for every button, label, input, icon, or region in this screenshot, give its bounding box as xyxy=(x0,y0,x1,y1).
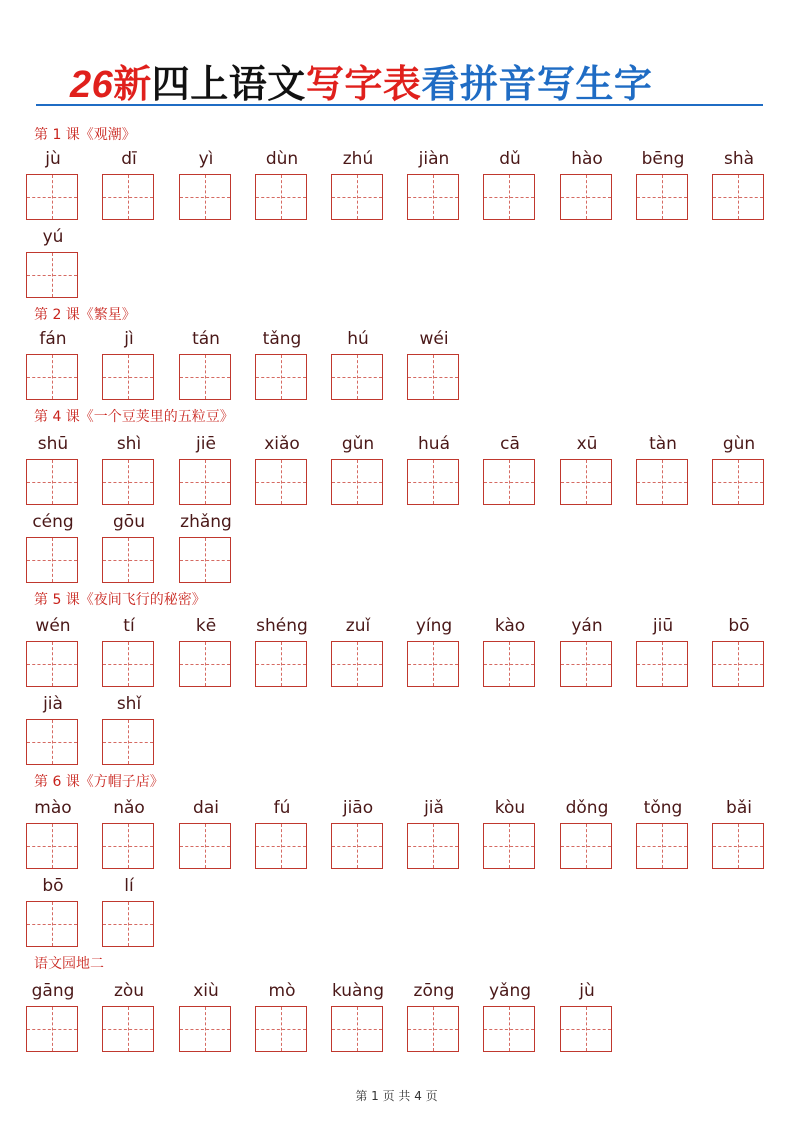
guide-line-horizontal xyxy=(103,664,153,665)
writing-box[interactable] xyxy=(407,823,459,869)
title-part: 新 xyxy=(113,61,152,106)
guide-line-horizontal xyxy=(256,1029,306,1030)
guide-line-horizontal xyxy=(484,197,534,198)
pinyin-label: tǎng xyxy=(262,329,302,349)
guide-line-horizontal xyxy=(332,1029,382,1030)
guide-line-horizontal xyxy=(180,197,230,198)
pinyin-label: kào xyxy=(494,616,526,636)
guide-line-horizontal xyxy=(27,197,77,198)
writing-box[interactable] xyxy=(483,459,535,505)
pinyin-label: yú xyxy=(42,227,64,247)
writing-box[interactable] xyxy=(331,459,383,505)
guide-line-horizontal xyxy=(180,377,230,378)
pinyin-label: shǐ xyxy=(116,694,142,714)
writing-box[interactable] xyxy=(26,459,78,505)
pinyin-label: jiǎ xyxy=(424,798,444,818)
pinyin-label: shéng xyxy=(256,616,308,636)
pinyin-label: zōng xyxy=(413,981,455,1001)
pinyin-label: gùn xyxy=(722,434,756,454)
guide-line-horizontal xyxy=(180,846,230,847)
writing-box[interactable] xyxy=(102,901,154,947)
pinyin-label: tí xyxy=(123,616,135,636)
writing-box[interactable] xyxy=(102,354,154,400)
guide-line-horizontal xyxy=(27,846,77,847)
pinyin-label: dī xyxy=(121,149,137,169)
pinyin-label: yǎng xyxy=(488,981,532,1001)
lesson-title: 第 6 课《方帽子店》 xyxy=(34,774,164,790)
title-part: 写字表 xyxy=(305,61,422,106)
pinyin-label: jiàn xyxy=(418,149,450,169)
writing-box[interactable] xyxy=(102,1006,154,1052)
lesson-title: 第 1 课《观潮》 xyxy=(34,127,136,143)
guide-line-horizontal xyxy=(180,482,230,483)
title-part: 看拼音写生字 xyxy=(421,61,653,106)
pinyin-label: céng xyxy=(32,512,74,532)
guide-line-horizontal xyxy=(332,377,382,378)
pinyin-label: zòu xyxy=(113,981,145,1001)
guide-line-horizontal xyxy=(561,1029,611,1030)
title-underline xyxy=(36,104,763,106)
pinyin-label: yì xyxy=(198,149,214,169)
writing-box[interactable] xyxy=(26,719,78,765)
guide-line-horizontal xyxy=(180,664,230,665)
guide-line-horizontal xyxy=(103,197,153,198)
pinyin-label: dǒng xyxy=(565,798,609,818)
guide-line-horizontal xyxy=(637,846,687,847)
guide-line-horizontal xyxy=(408,664,458,665)
lesson-title: 第 5 课《夜间飞行的秘密》 xyxy=(34,592,206,608)
writing-box[interactable] xyxy=(636,174,688,220)
pinyin-label: zhǎng xyxy=(180,512,232,532)
writing-box[interactable] xyxy=(179,459,231,505)
writing-box[interactable] xyxy=(26,901,78,947)
guide-line-horizontal xyxy=(180,1029,230,1030)
pinyin-label: kòu xyxy=(494,798,526,818)
pinyin-label: tàn xyxy=(649,434,677,454)
pinyin-label: gǔn xyxy=(341,434,375,454)
writing-box[interactable] xyxy=(407,459,459,505)
pinyin-label: yíng xyxy=(415,616,453,636)
guide-line-horizontal xyxy=(713,197,763,198)
guide-line-horizontal xyxy=(103,560,153,561)
guide-line-horizontal xyxy=(561,482,611,483)
pinyin-label: wéi xyxy=(419,329,449,349)
writing-box[interactable] xyxy=(255,459,307,505)
writing-box[interactable] xyxy=(636,459,688,505)
pinyin-label: tán xyxy=(192,329,220,349)
writing-box[interactable] xyxy=(483,641,535,687)
writing-box[interactable] xyxy=(26,641,78,687)
page-footer: 第 1 页 共 4 页 xyxy=(355,1089,438,1103)
writing-box[interactable] xyxy=(102,537,154,583)
guide-line-horizontal xyxy=(103,482,153,483)
writing-box[interactable] xyxy=(407,354,459,400)
writing-box[interactable] xyxy=(179,823,231,869)
pinyin-label: dai xyxy=(193,798,219,818)
writing-box[interactable] xyxy=(560,174,612,220)
writing-box[interactable] xyxy=(712,641,764,687)
writing-box[interactable] xyxy=(26,252,78,298)
guide-line-horizontal xyxy=(408,197,458,198)
writing-box[interactable] xyxy=(26,174,78,220)
writing-box[interactable] xyxy=(483,174,535,220)
pinyin-label: nǎo xyxy=(113,798,145,818)
pinyin-label: gāng xyxy=(31,981,75,1001)
pinyin-label: bō xyxy=(728,616,750,636)
guide-line-horizontal xyxy=(561,664,611,665)
guide-line-horizontal xyxy=(637,664,687,665)
guide-line-horizontal xyxy=(27,1029,77,1030)
lesson-title: 语文园地二 xyxy=(34,956,104,972)
writing-box[interactable] xyxy=(255,354,307,400)
writing-box[interactable] xyxy=(712,459,764,505)
lesson-title: 第 4 课《一个豆荚里的五粒豆》 xyxy=(34,409,234,425)
pinyin-label: jiū xyxy=(652,616,674,636)
pinyin-label: cā xyxy=(500,434,520,454)
guide-line-horizontal xyxy=(408,846,458,847)
pinyin-label: jiē xyxy=(196,434,216,454)
writing-box[interactable] xyxy=(407,174,459,220)
pinyin-label: mò xyxy=(268,981,296,1001)
guide-line-horizontal xyxy=(27,560,77,561)
pinyin-label: huá xyxy=(418,434,450,454)
pinyin-label: wén xyxy=(35,616,71,636)
guide-line-horizontal xyxy=(713,664,763,665)
guide-line-horizontal xyxy=(103,846,153,847)
writing-box[interactable] xyxy=(179,354,231,400)
guide-line-horizontal xyxy=(27,482,77,483)
writing-box[interactable] xyxy=(407,1006,459,1052)
pinyin-label: jì xyxy=(124,329,134,349)
guide-line-horizontal xyxy=(561,846,611,847)
guide-line-horizontal xyxy=(256,377,306,378)
pinyin-label: xū xyxy=(576,434,598,454)
writing-box[interactable] xyxy=(560,1006,612,1052)
lesson-title: 第 2 课《繁星》 xyxy=(34,307,136,323)
writing-box[interactable] xyxy=(255,1006,307,1052)
writing-box[interactable] xyxy=(331,354,383,400)
pinyin-label: yán xyxy=(571,616,603,636)
guide-line-horizontal xyxy=(484,664,534,665)
pinyin-label: kē xyxy=(195,616,217,636)
pinyin-label: bō xyxy=(42,876,64,896)
writing-box[interactable] xyxy=(102,459,154,505)
writing-box[interactable] xyxy=(179,1006,231,1052)
pinyin-label: xiù xyxy=(193,981,219,1001)
pinyin-label: zuǐ xyxy=(345,616,371,636)
writing-box[interactable] xyxy=(636,823,688,869)
pinyin-label: bǎi xyxy=(726,798,752,818)
pinyin-label: gōu xyxy=(113,512,145,532)
guide-line-horizontal xyxy=(27,664,77,665)
guide-line-horizontal xyxy=(256,482,306,483)
writing-box[interactable] xyxy=(102,719,154,765)
guide-line-horizontal xyxy=(27,924,77,925)
writing-box[interactable] xyxy=(179,174,231,220)
guide-line-horizontal xyxy=(484,1029,534,1030)
pinyin-label: mào xyxy=(34,798,72,818)
writing-box[interactable] xyxy=(560,641,612,687)
pinyin-label: jiāo xyxy=(342,798,374,818)
guide-line-horizontal xyxy=(561,197,611,198)
pinyin-label: hào xyxy=(571,149,603,169)
pinyin-label: jù xyxy=(579,981,595,1001)
pinyin-label: tǒng xyxy=(643,798,683,818)
guide-line-horizontal xyxy=(256,197,306,198)
guide-line-horizontal xyxy=(484,846,534,847)
writing-box[interactable] xyxy=(560,823,612,869)
pinyin-label: shà xyxy=(723,149,755,169)
guide-line-horizontal xyxy=(27,742,77,743)
writing-box[interactable] xyxy=(407,641,459,687)
page-title xyxy=(70,60,652,108)
title-part: 四上语文 xyxy=(151,61,306,106)
writing-box[interactable] xyxy=(255,174,307,220)
writing-box[interactable] xyxy=(102,823,154,869)
writing-box[interactable] xyxy=(26,354,78,400)
pinyin-label: zhú xyxy=(342,149,374,169)
pinyin-label: jù xyxy=(45,149,61,169)
pinyin-label: kuàng xyxy=(331,981,385,1001)
writing-box[interactable] xyxy=(102,174,154,220)
guide-line-horizontal xyxy=(332,664,382,665)
writing-box[interactable] xyxy=(712,174,764,220)
guide-line-horizontal xyxy=(484,482,534,483)
guide-line-horizontal xyxy=(256,664,306,665)
writing-box[interactable] xyxy=(26,1006,78,1052)
pinyin-label: shū xyxy=(37,434,69,454)
pinyin-label: fán xyxy=(39,329,67,349)
guide-line-horizontal xyxy=(637,482,687,483)
pinyin-label: dùn xyxy=(265,149,299,169)
guide-line-horizontal xyxy=(103,742,153,743)
guide-line-horizontal xyxy=(713,846,763,847)
writing-box[interactable] xyxy=(26,537,78,583)
pinyin-label: fú xyxy=(273,798,291,818)
writing-box[interactable] xyxy=(179,537,231,583)
writing-box[interactable] xyxy=(331,641,383,687)
writing-box[interactable] xyxy=(712,823,764,869)
writing-box[interactable] xyxy=(331,823,383,869)
guide-line-horizontal xyxy=(408,482,458,483)
pinyin-label: xiǎo xyxy=(264,434,300,454)
pinyin-label: jià xyxy=(43,694,63,714)
writing-box[interactable] xyxy=(179,641,231,687)
guide-line-horizontal xyxy=(103,924,153,925)
pinyin-label: lí xyxy=(124,876,134,896)
guide-line-horizontal xyxy=(103,377,153,378)
guide-line-horizontal xyxy=(637,197,687,198)
writing-box[interactable] xyxy=(560,459,612,505)
guide-line-horizontal xyxy=(103,1029,153,1030)
writing-box[interactable] xyxy=(255,641,307,687)
guide-line-horizontal xyxy=(408,1029,458,1030)
guide-line-horizontal xyxy=(408,377,458,378)
guide-line-horizontal xyxy=(332,846,382,847)
pinyin-label: hú xyxy=(347,329,369,349)
pinyin-label: shì xyxy=(116,434,142,454)
writing-box[interactable] xyxy=(331,174,383,220)
guide-line-horizontal xyxy=(713,482,763,483)
guide-line-horizontal xyxy=(180,560,230,561)
guide-line-horizontal xyxy=(332,197,382,198)
writing-box[interactable] xyxy=(483,1006,535,1052)
guide-line-horizontal xyxy=(332,482,382,483)
pinyin-label: bēng xyxy=(641,149,685,169)
writing-box[interactable] xyxy=(483,823,535,869)
guide-line-horizontal xyxy=(27,275,77,276)
guide-line-horizontal xyxy=(27,377,77,378)
guide-line-horizontal xyxy=(256,846,306,847)
writing-box[interactable] xyxy=(26,823,78,869)
title-part: 26 xyxy=(70,64,114,106)
writing-box[interactable] xyxy=(636,641,688,687)
writing-box[interactable] xyxy=(102,641,154,687)
writing-box[interactable] xyxy=(331,1006,383,1052)
writing-box[interactable] xyxy=(255,823,307,869)
pinyin-label: dǔ xyxy=(499,149,521,169)
